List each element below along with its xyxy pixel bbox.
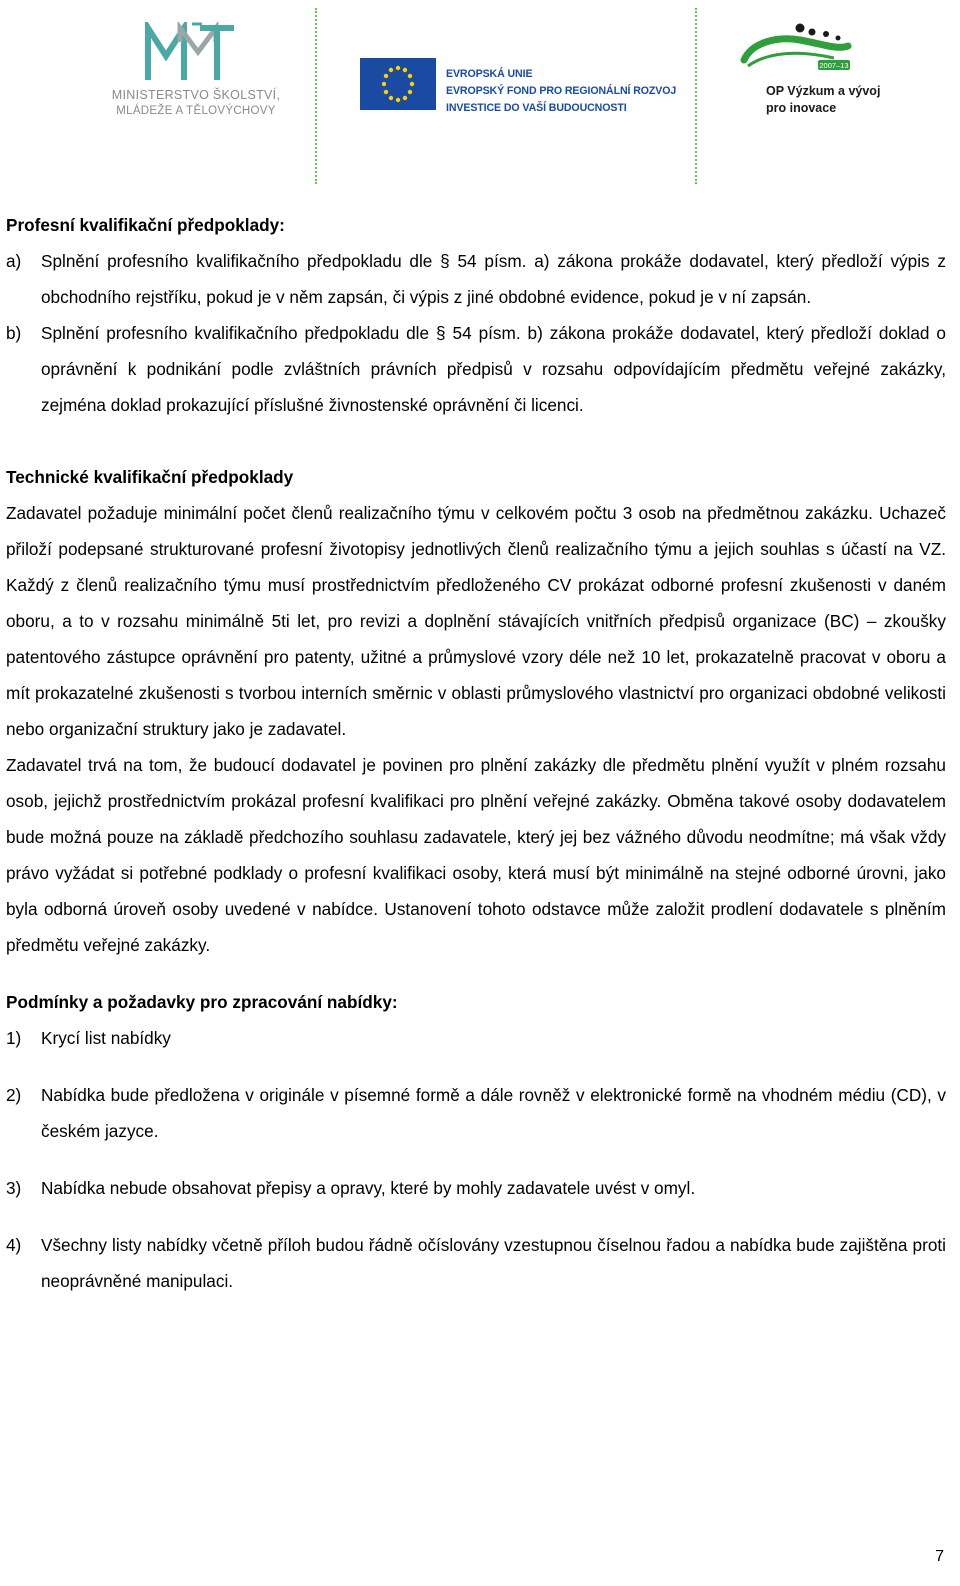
op-years: 2007–13 <box>819 61 849 70</box>
eu-line-2: EVROPSKÝ FOND PRO REGIONÁLNÍ ROZVOJ <box>446 85 677 97</box>
list-item <box>6 243 946 315</box>
op-vav-logo <box>738 20 881 120</box>
list-text: Splnění profesního kvalifikačního předpokladu dle § 54 písm. b) zákona prokáže dodavatel, který předloží doklad o oprávnění k podnikání podle zvláštních právních předpisů v rozsahu odpovídajícím předmětu veřejné zakázky, zejména doklad prokazující příslušné živnostenské oprávnění či licenci. <box>41 323 946 415</box>
list-text: Splnění profesního kvalifikačního předpokladu dle § 54 písm. a) zákona prokáže dodavatel, který předloží výpis z obchodního rejstříku, pokud je v něm zapsán, či výpis z jiné obdobné evidence, pokud je v ní zapsán. <box>41 251 946 307</box>
divider <box>695 8 697 184</box>
document-body <box>6 207 946 1299</box>
paragraph: Zadavatel trvá na tom, že budoucí dodavatel je povinen pro plnění zakázky dle předmětu plnění využít v plném rozsahu osob, jejichž prostřednictvím prokázal profesní kvalifikaci pro plnění veřejné zakázky. Obměna takové osoby dodavatelem bude možná pouze na základě předchozího souhlasu zadavatele, který jej bez vážného důvodu neodmítne; má však vždy právo vyžádat si potřebné podklady o profesní kvalifikaci osoby, která musí být minimálně na stejné odborné úrovni, jako byla odborná úroveň osoby uvedené v nabídce. Ustanovení tohoto odstavce může založit prodlení dodavatele s plněním předmětu veřejné zakázky. <box>6 755 946 955</box>
msmt-logo <box>96 22 286 118</box>
msmt-monogram-icon <box>144 22 236 84</box>
op-line-1: OP Výzkum a vývoj <box>766 84 881 98</box>
op-line-2: pro inovace <box>766 101 837 115</box>
list-text: Nabídka bude předložena v originále v písemné formě a dále rovněž v elektronické formě na vhodném médiu (CD), v českém jazyce. <box>41 1085 946 1141</box>
page-number: 7 <box>935 1548 944 1565</box>
eu-line-1: EVROPSKÁ UNIE <box>446 68 533 80</box>
list-marker: b) <box>6 323 22 343</box>
list-marker: 2) <box>6 1085 22 1105</box>
list-marker: 3) <box>6 1178 22 1198</box>
list-item <box>6 315 946 423</box>
list-marker: 4) <box>6 1235 22 1255</box>
list-marker: 1) <box>6 1028 22 1048</box>
eu-logo <box>360 58 677 118</box>
msmt-line-1: MINISTERSTVO ŠKOLSTVÍ, <box>111 88 281 102</box>
list-item <box>6 1227 946 1299</box>
section-title-profesni: Profesní kvalifikační předpoklady: <box>6 215 285 235</box>
list-text: Všechny listy nabídky včetně příloh budou řádně očíslovány vzestupnou číselnou řadou a nabídka bude zajištěna proti neoprávněné manipulaci. <box>41 1235 946 1291</box>
op-swoosh-icon <box>738 20 858 82</box>
list-item <box>6 1077 946 1149</box>
list-item <box>6 1020 946 1056</box>
list-marker: a) <box>6 251 22 271</box>
eu-line-3: INVESTICE DO VAŠÍ BUDOUCNOSTI <box>446 102 627 114</box>
paragraph: Zadavatel požaduje minimální počet členů realizačního týmu v celkovém počtu 3 osob na předmětnou zakázku. Uchazeč přiloží podepsané strukturované profesní životopisy jednotlivých členů realizačního týmu a jejich souhlas s účastí na VZ. Každý z členů realizačního týmu musí prostřednictvím předloženého CV prokázat odborné profesní zkušenosti v daném oboru, a to v rozsahu minimálně 5ti let, pro revizi a doplnění stávajících vnitřních předpisů organizace (BC) – zkoušky patentového zástupce oprávnění pro patenty, užitné a průmyslové vzory déle než 10 let, prokazatelně pracovat v oboru a mít prokazatelné zkušenosti s tvorbou interních směrnic v oblasti průmyslového vlastnictví pro organizaci obdobné velikosti nebo organizační struktury jako je zadavatel. <box>6 503 946 739</box>
divider <box>315 8 317 184</box>
eu-flag-icon <box>360 58 436 110</box>
msmt-line-2: MLÁDEŽE A TĚLOVÝCHOVY <box>116 105 276 117</box>
page-header <box>0 0 960 190</box>
list-text: Krycí list nabídky <box>41 1028 171 1048</box>
section-title-podminky: Podmínky a požadavky pro zpracování nabídky: <box>6 992 398 1012</box>
list-item <box>6 1170 946 1206</box>
list-text: Nabídka nebude obsahovat přepisy a opravy, které by mohly zadavatele uvést v omyl. <box>41 1178 696 1198</box>
section-title-technicke: Technické kvalifikační předpoklady <box>6 467 294 487</box>
